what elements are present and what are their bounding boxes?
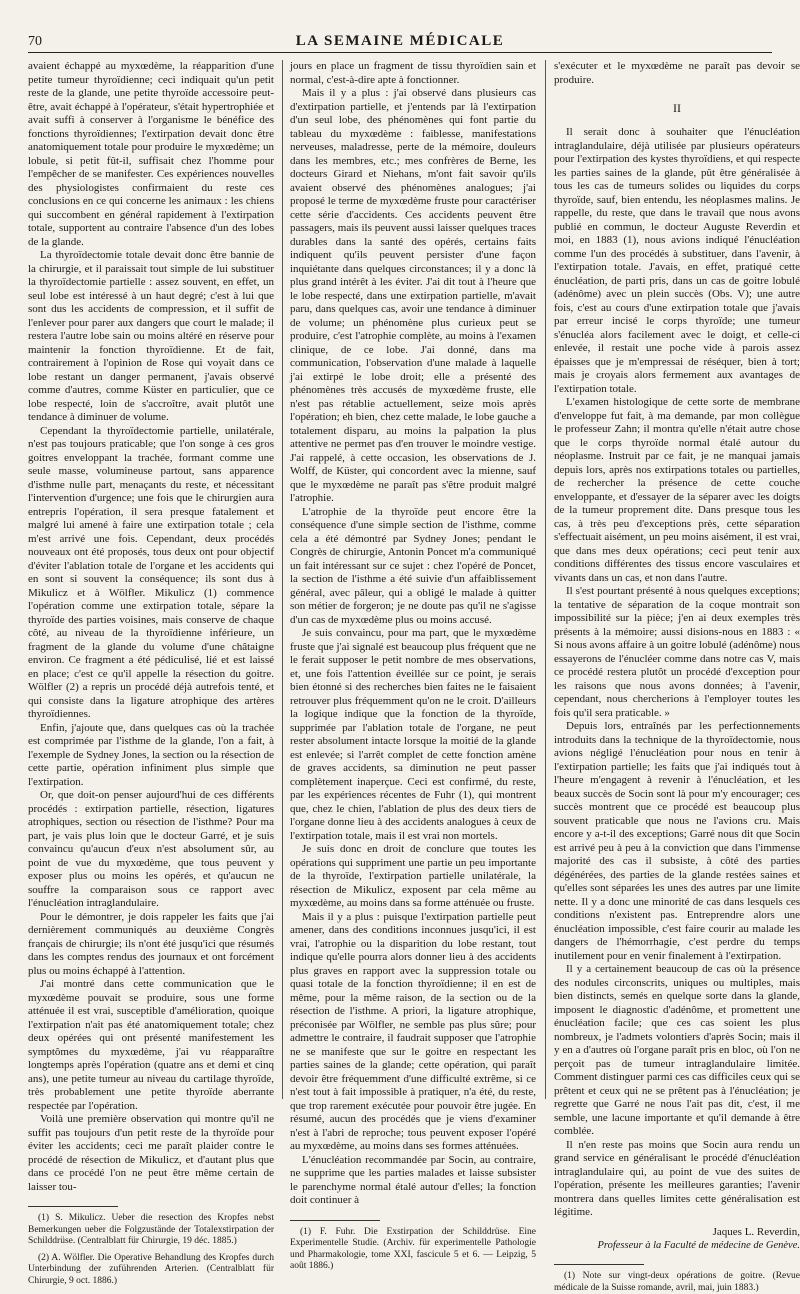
- paragraph: L'énucléation recommandée par Socin, au contraire, ne supprime que les parties malades et laisse subsister le parenchyme normal étalé autour d'elles; la fonction doit continuer à: [290, 1153, 536, 1206]
- paragraph: avaient échappé au myxœdème, la réapparition d'une petite tumeur thyroïdienne; ceci indiquait qu'un petit reste de la glande, une petite thyroïde accessoire peut-être, avait échappé à l'opérateur, s'était hypertrophiée et avait suffi à conserver à l'organisme le bénéfice des fonctions thyroïdiennes; l'extirpation devait donc être anatomiquement totale pour produire le myxœdème; un lobule, si petit fût-il, suffisait chez l'homme pour l'empêcher de se manifester. Ces expériences nouvelles des physiologistes confirmaient du reste ces conclusions en ce qui concerne les animaux : les chiens qui succombent en général rapidement à l'extirpation totale, supportent au contraire l'absence d'un des lobes de la glande.: [28, 60, 274, 248]
- paragraph: s'exécuter et le myxœdème ne paraît pas devoir se produire.: [554, 60, 800, 86]
- footnote-rule: [28, 1206, 118, 1207]
- footnote: (1) Note sur vingt-deux opérations de goitre. (Revue médicale de la Suisse romande, avril, mai, juin 1883.): [554, 1271, 800, 1293]
- column-divider: [282, 60, 283, 1099]
- column-1: [28, 60, 274, 1286]
- page-header: [28, 32, 772, 53]
- paragraph: Or, que doit-on penser aujourd'hui de ces différents procédés : extirpation partielle, résection, ligatures atrophiques, section ou résection de l'isthme? Pour ma part, je vais plus loin que le docteur Garré, et je suis convaincu qu'aucun d'eux n'est absolument sûr, au point de vue du myxœdème, que tous peuvent y exposer plus ou moins les opérés, et qu'aucun ne souffre la comparaison sous ce rapport avec l'énucléation intraglandulaire.: [28, 789, 274, 909]
- paragraph: Il n'en reste pas moins que Socin aura rendu un grand service en généralisant le procédé d'énucléation intraglandulaire qui, au point de vue des suites de l'opération, présente les meilleures garanties; l'avenir montrera dans quelles limites cette généralisation est légitime.: [554, 1138, 800, 1218]
- paragraph: L'examen histologique de cette sorte de membrane d'enveloppe fut fait, à ma demande, par mon collègue le professeur Zahn; il montra qu'elle n'était autre chose que le corps thyroïde normal étalé autour du néoplasme. Instruit par ce fait, je ne manquai jamais depuis lors, après nos extirpations totales ou partielles, de rechercher la présence de cette couche enveloppante, et d'essayer de la séparer avec les doigts de la tumeur proprement dite. Dans presque tous les cas, à très peu d'exceptions près, cette séparation s'effectuait aisément, un peu moins aisément, il est vrai, que dans mes deux opérations; ceci peut tenir aux conditions différentes des tissus encore vasculaires et vivants dans un cas, et non dans l'autre.: [554, 396, 800, 584]
- footnote-rule: [290, 1220, 380, 1221]
- paragraph: Voilà une première observation qui montre qu'il ne suffit pas toujours d'un petit reste de la thyroïde pour éviter les accidents; ceci me paraît plaider contre le procédé de résection de Mikulicz, et d'autant plus que dans ce procédé l'on ne peut être même certain de laisser tou-: [28, 1113, 274, 1193]
- author-affiliation: Professeur à la Faculté de médecine de Genève.: [597, 1240, 800, 1251]
- section-heading: II: [673, 101, 681, 115]
- column-divider: [545, 60, 546, 1099]
- paragraph: Depuis lors, entraînés par les perfectionnements introduits dans la technique de la thyroïdectomie, nous avions négligé l'énucléation pour nous en tenir à l'extirpation partielle; les faits que j'ai indiqués tout à l'heure m'engagent à revenir à l'énucléation, et les beaux succès de Socin sont là pour m'y encourager; ces succès montrent que ce procédé est beaucoup plus souvent praticable que nous ne l'avions cru. Mais encore y a-t-il des exceptions; Garré nous dit que Socin est arrivé peu à peu à la conviction que dans l'immense majorité des cas il subsiste, à côté des parties dégénérées, des parties de la glande restées saines et qu'elles sont séparées les unes des autres par une limite nette. Il y a donc une minorité de cas dans lesquels ces conditions n'existent pas. Entreprendre alors une énucléation impossible, c'est faire courir au malade les dangers de l'hémorrhagie, c'est perdre du temps inutilement pour en venir finalement à l'extirpation.: [554, 720, 800, 962]
- article-columns: [28, 60, 800, 1293]
- paragraph: Je suis donc en droit de conclure que toutes les opérations qui suppriment une partie un peu importante de la thyroïde, l'extirpation partielle unilatérale, la résection de Mikulicz, exposent par cela même au myxœdème, au moins dans sa forme atténuée ou fruste.: [290, 843, 536, 909]
- paragraph: Je suis convaincu, pour ma part, que le myxœdème fruste que j'ai signalé est beaucoup plus fréquent que ne le ferait supposer le petit nombre de mes observations, et, une fois l'attention éveillée sur ce point, je serais bien étonné si des recherches bien faites ne le faisaient retrouver plus fréquemment qu'on ne le croit. D'ailleurs la logique indique que la fonction de la thyroïde, supprimée par l'ablation totale de l'organe, ne peut rester absolument intacte lorsque la moitié de la glande est enlevée; si l'arrêt complet de cette fonction amène de graves accidents, sa diminution ne peut passer complètement inaperçue. Ceci est confirmé, du reste, par les expériences récentes de Fuhr (1), qui montrent que, chez le chien, l'ablation de plus des deux tiers de l'organe donne lieu à des accidents analogues à ceux de l'extirpation totale, mais il est vrai non mortels.: [290, 627, 536, 842]
- paragraph: La thyroïdectomie totale devait donc être bannie de la chirurgie, et il paraissait tout simple de lui substituer la thyroïdectomie partielle : assez souvent, en effet, un seul lobe est intéressé à un haut degré; c'est à lui que sont dus les accidents de compression, et il suffit de l'enlever pour parer aux dangers que court le malade; il restera l'autre lobe sain ou moins altéré en réserve pour maintenir la fonction thyroïdienne. Et de fait, contrairement à l'opinion de Rose qui voyait dans ce lobe restant un danger permanent, j'avais observé comme d'autres, comme Küster en particulier, que ce lobe respecté, loin de s'accroître, avait plutôt une tendance à diminuer de volume.: [28, 249, 274, 423]
- paragraph: jours en place un fragment de tissu thyroïdien sain et normal, c'est-à-dire apte à fonctionner.: [290, 60, 536, 86]
- paragraph: Mais il y a plus : puisque l'extirpation partielle peut amener, dans des conditions inconnues jusqu'ici, il est vrai, l'atrophie ou la disparition du lobe restant, tout indique qu'elle pourra alors donner lieu à des accidents plus graves en rapport avec la suppression totale ou quasi totale de la fonction thyroïdienne; il en est de même, pour la même raison, de la section ou de la résection de l'isthme. A priori, la ligature atrophique, préconisée par Wölfler, ne semble pas plus sûre; pour admettre le contraire, il faudrait supposer que l'atrophie ne se manifeste que sur le goitre en respectant les parties saines de la glande; cette opération, qui paraît devoir être fréquemment d'une difficulté extrême, si ce n'est tout à fait impossible à pratiquer, n'a été, du reste, que trop rarement exécutée pour pouvoir être jugée. En résumé, aucun des procédés que je viens d'examiner n'est à l'abri de reproche; tous peuvent exposer l'opéré au myxœdème, au moins dans ses formes atténuées.: [290, 910, 536, 1152]
- paragraph: Il serait donc à souhaiter que l'énucléation intraglandulaire, déjà utilisée par plusieurs opérateurs pour l'extirpation des kystes thyroïdiens, et qui respecte les parties saines de la glande, pût être généralisée à tous les cas de tumeurs solides ou liquides du corps thyroïde, sauf, bien entendu, les néoplasmes malins. Je rappelle, du reste, que dans le travail que nous avons publié en commun, le docteur Auguste Reverdin et moi, en 1883 (1), nous avions indiqué l'énucléation comme l'un des procédés à substituer, dans l'avenir, à l'extirpation totale. J'avais, en effet, pratiqué cette énucléation, de parti pris, dans un cas de goitre lobulé (adénôme) avec un plein succès (Obs. V); une autre fois, c'est au cours d'une extirpation totale que j'avais par erreur incisé le corps thyroïde; une tumeur s'énucléa alors facilement avec le doigt, et celle-ci enlevée, il restait une poche vide à parois assez épaisses que je m'empressai de réséquer, bien à tort; mais je croyais alors fermement aux avantages de l'extirpation totale.: [554, 126, 800, 395]
- column-3: [554, 60, 800, 1293]
- paragraph: J'ai montré dans cette communication que le myxœdème pouvait se produire, sous une forme atténuée il est vrai, susceptible d'amélioration, quoique l'extirpation n'ait pas été anatomiquement totale; chez deux opérées qui ont présenté manifestement les symptômes du myxœdème, j'ai vu réapparaître longtemps après l'opération (quatre ans et demi et cinq ans), une petite tumeur au niveau du cartilage thyroïde, très probablement une petite thyroïde aberrante respectée par l'opération.: [28, 978, 274, 1112]
- journal-title: LA SEMAINE MÉDICALE: [295, 33, 505, 49]
- footnote: (1) F. Fuhr. Die Exstirpation der Schilddrüse. Eine Experimentelle Studie. (Archiv. für experimentelle Pathologie und Pharmakologie, tome XXI, fascicule 5 et 6. — Leipzig, 5 août 1886.): [290, 1226, 536, 1271]
- column-2: [290, 60, 536, 1271]
- page-number: 70: [28, 34, 42, 49]
- author-signature: Jaques L. Reverdin,: [712, 1225, 800, 1238]
- paragraph: Pour le démontrer, je dois rappeler les faits que j'ai dernièrement communiqués au deuxième Congrès français de chirurgie; ils n'ont été jusqu'ici que résumés dans les comptes rendus des journaux et ont forcément plus ou moins échappé à l'attention.: [28, 910, 274, 977]
- paragraph: Cependant la thyroïdectomie partielle, unilatérale, n'est pas toujours praticable; que l'on songe à ces gros goitres enveloppant la trachée, formant comme une seule masse, volumineuse partout, sans apparence d'isthme nulle part, menaçants du reste, et nécessitant l'intervention d'urgence; une fois que le chirurgien aura entrepris l'opération, il sera presque fatalement et malgré lui amené à faire une extirpation totale ; cela m'est arrivé une fois. Cependant, deux procédés nouveaux ont été proposés, tous deux ont pour objectif d'éviter l'ablation totale de l'organe et les accidents qui en sont si souvent la conséquence; ils sont dus à Mikulicz et à Wölfler. Mikulicz (1) commence l'opération comme une extirpation totale, sépare la thyroïde des parties voisines, mais conserve de chaque côté, au niveau de la thyroïdienne inférieure, un fragment de la glande du volume d'une châtaigne environ. Ce fragment a été pédiculisé, lié et est laissé en place; c'est ce qu'il appelle la résection du goitre. Wölfler (2) a repris un procédé déjà autrefois tenté, et qui consiste dans la ligature atrophique des artères thyroïdiennes.: [28, 424, 274, 720]
- paragraph: Enfin, j'ajoute que, dans quelques cas où la trachée est comprimée par l'isthme de la glande, l'on a fait, à l'exemple de Sydney Jones, la section ou la résection de cette partie, opération infiniment plus simple que l'extirpation.: [28, 721, 274, 788]
- paragraph: Mais il y a plus : j'ai observé dans plusieurs cas d'extirpation partielle, et j'entends par là l'extirpation d'un seul lobe, des phénomènes qui font partie du tableau du myxœdème : faiblesse, manifestations nerveuses, maladresse, perte de la mémoire, douleurs dans les membres, etc.; mes confrères de Berne, les docteurs Girard et Niehans, m'ont fait savoir qu'ils avaient observé des phénomènes analogues; j'ai proposé le terme de myxœdème fruste pour caractériser cette série d'accidents. Ces accidents peuvent être passagers, mais ils peuvent aussi laisser quelques traces durables dans la santé des opérés, certains faits indiquent qu'ils peuvent persister d'une façon inquiétante dans quelques circonstances; il y a donc là plus grand intérêt à les éviter. J'ai dit tout à l'heure que le lobe respecté, dans une extirpation partielle, m'avait paru, dans quelques cas, avoir une tendance à diminuer de volume; un phénomène plus curieux peut se produire, c'est l'atrophie complète, au moins à l'examen clinique, de ce lobe. J'ai donné, dans ma communication, l'observation d'une malade à laquelle j'ai extirpé le lobe droit; elle a présenté des phénomènes très accusés de myxœdème fruste, elle n'est pas rétablie actuellement, seize mois après l'opération; eh bien, chez cette malade, le lobe gauche a totalement disparu, au moins la palpation la plus attentive ne permet pas d'en trouver le moindre vestige. J'ai rappelé, à cette occasion, les observations de J. Wolff, de Küster, qui concordent avec la mienne, sauf que le myxœdème ne paraît pas s'être produit malgré l'atrophie.: [290, 87, 536, 504]
- paragraph: Il y a certainement beaucoup de cas où la présence des nodules circonscrits, uniques ou multiples, mais bien distincts, semés en quelque sorte dans la glande, imposent le diagnostic d'adénôme, et promettent une énucléation facile; que ces cas soient les plus nombreux, je l'admets volontiers d'après Socin; mais il y en a d'autres où l'organe paraît pris en bloc, où l'on ne perçoit pas de tumeur intraglandulaire limitée. Comment distinguer parmi ces cas difficiles ceux qui se prêtent et ceux qui ne se prêtent pas à l'énucléation; je regrette que Garré ne nous l'ait pas dit, c'est, il me semble, une lacune importante et qu'il demande à être comblée.: [554, 963, 800, 1137]
- footnote: (1) S. Mikulicz. Ueber die resection des Kropfes nebst Bemerkungen ueber die Folgzustände der Totalexstirpation der Schilddrüse. (Centralblatt für Chirurgie, 19 déc. 1885.): [28, 1213, 274, 1246]
- paragraph: L'atrophie de la thyroïde peut encore être la conséquence d'une simple section de l'isthme, comme cela a été démontré par Sydney Jones; pendant le Congrès de chirurgie, Antonin Poncet m'a communiqué un fait intéressant sur ce sujet : chez l'opéré de Poncet, la section de l'isthme a été suivie d'un affaiblissement général, avec pâleur, qui a obligé le malade à quitter son métier de forgeron; je ne doute pas qu'il ne s'agisse d'un cas de myxœdème plus ou moins accusé.: [290, 505, 536, 626]
- footnote-rule: [554, 1264, 644, 1265]
- footnote: (2) A. Wölfler. Die Operative Behandlung des Kropfes durch Unterbindung der zuführenden Arterien. (Centralblatt für Chirurgie, 9 oct. 1886.): [28, 1252, 274, 1286]
- paragraph: Il s'est pourtant présenté à nous quelques exceptions; la tentative de séparation de la coque montrait son impossibilité sur la pièce; j'en ai deux exemples très présents à la mémoire; aussi disions-nous en 1883 : « Si nous avons affaire à un goitre lobulé (adénôme) nous essayerons de l'énucléer comme dans notre cas V, mais ce procédé restera plutôt un procédé d'exception pour les raisons que nous avons données; à l'avenir, cependant, nous chercherions à l'employer toutes les fois qu'il sera praticable. »: [554, 585, 800, 719]
